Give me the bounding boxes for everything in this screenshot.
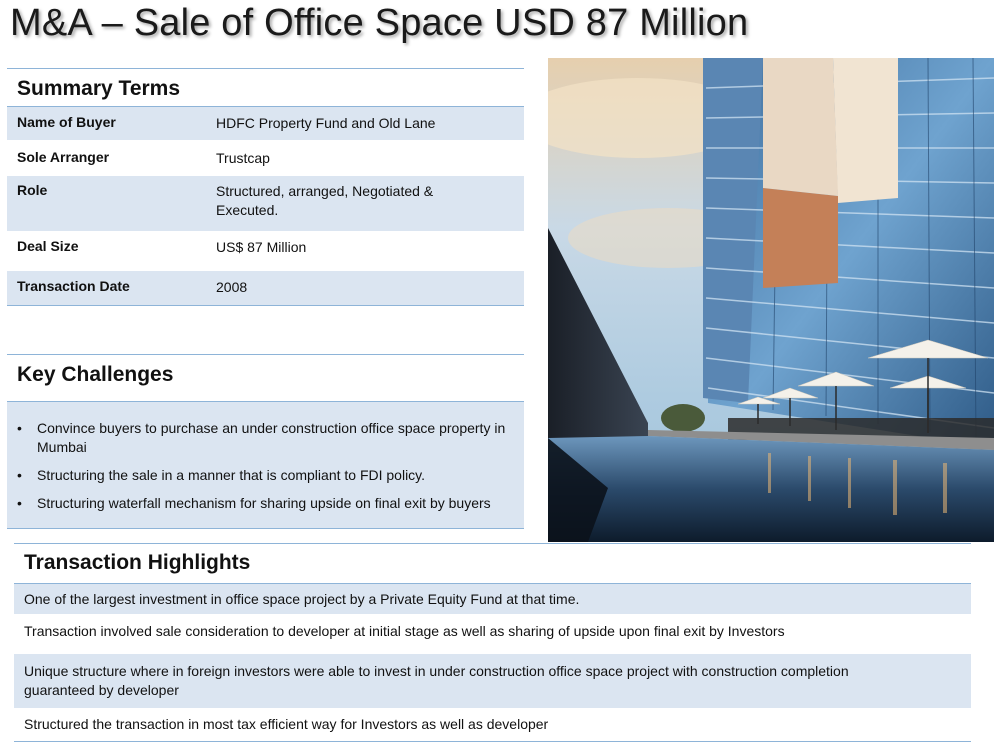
highlight-row: Structured the transaction in most tax efficient way for Investors as well as developer — [24, 716, 549, 732]
summary-label: Role — [17, 182, 48, 198]
challenges-bottom-rule — [7, 528, 524, 529]
highlights-heading: Transaction Highlights — [24, 551, 251, 574]
summary-row-buyer — [7, 107, 524, 140]
challenges-list — [7, 419, 516, 513]
summary-row-role — [7, 176, 524, 231]
challenges-body — [7, 402, 524, 528]
list-item: • Structuring the sale in a manner that is compliant to FDI policy. — [7, 466, 516, 485]
summary-row-deal-size — [7, 231, 524, 271]
summary-row-arranger — [7, 140, 524, 176]
challenges-heading: Key Challenges — [17, 363, 174, 386]
summary-terms-panel — [7, 68, 524, 306]
summary-row-date — [7, 271, 524, 305]
office-building-photo — [548, 58, 994, 542]
highlight-row: Unique structure where in foreign investors were able to invest in under construction office space project with construction completion guaranteed by developer — [14, 654, 971, 708]
summary-value: 2008 — [216, 279, 248, 295]
summary-label: Name of Buyer — [17, 114, 116, 130]
summary-heading: Summary Terms — [17, 77, 181, 100]
summary-value: US$ 87 Million — [216, 239, 307, 255]
summary-label: Transaction Date — [17, 278, 130, 294]
summary-value: Structured, arranged, Negotiated & Executed. — [216, 183, 434, 218]
page-title: M&A – Sale of Office Space USD 87 Million — [10, 2, 749, 44]
transaction-highlights-panel — [14, 543, 971, 742]
list-item: • Convince buyers to purchase an under construction office space property in Mumbai — [7, 419, 516, 457]
key-challenges-panel — [7, 354, 524, 529]
summary-value: HDFC Property Fund and Old Lane — [216, 115, 436, 131]
summary-label: Sole Arranger — [17, 149, 110, 165]
summary-label: Deal Size — [17, 238, 79, 254]
summary-value: Trustcap — [216, 150, 270, 166]
highlights-bottom-rule — [14, 741, 971, 742]
list-item: • Structuring waterfall mechanism for sharing upside on final exit by buyers — [7, 494, 516, 513]
highlight-row: Transaction involved sale consideration to developer at initial stage as well as sharing of upside upon final exit by Investors — [24, 622, 785, 639]
summary-bottom-rule — [7, 305, 524, 306]
highlight-row: One of the largest investment in office space project by a Private Equity Fund at that time. — [14, 584, 971, 614]
